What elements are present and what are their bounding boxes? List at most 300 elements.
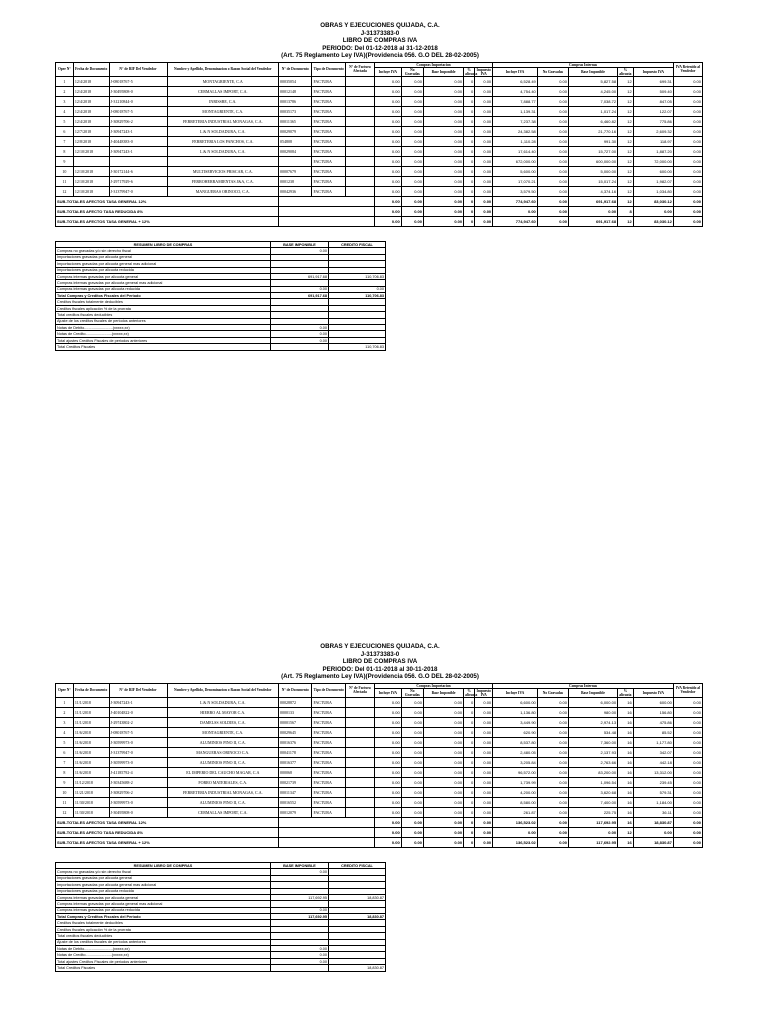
subtotal-cell: 0.00 bbox=[374, 206, 401, 216]
col-group-import: Compras Importacion bbox=[374, 62, 492, 67]
table-cell: ALUMINIOS PINO II, C.A. bbox=[167, 757, 279, 767]
table-cell: 4,200.00 bbox=[493, 787, 538, 797]
report-header bbox=[55, 22, 705, 60]
table-cell: 11/30/2018 bbox=[73, 807, 109, 817]
table-cell: FACTURA bbox=[312, 787, 345, 797]
summary-cell: Compras internas gravadas por alicuota general mas adicional bbox=[56, 280, 271, 286]
table-cell: 8,580.00 bbox=[493, 797, 538, 807]
subtotal-cell: 0.00 bbox=[673, 206, 702, 216]
subtotal-cell: 12 bbox=[618, 196, 634, 206]
table-cell bbox=[345, 106, 374, 116]
table-cell: 0.00 bbox=[374, 136, 401, 146]
table-cell: 7,237.38 bbox=[493, 116, 538, 126]
subtotal-cell: 0 bbox=[464, 216, 475, 226]
table-cell: 5,600.00 bbox=[493, 166, 538, 176]
summary-cell: 0.00 bbox=[271, 952, 329, 958]
summary-cell: 18,830.87 bbox=[329, 914, 386, 920]
table-cell: 16 bbox=[618, 767, 634, 777]
subtotal-cell: 0.00 bbox=[537, 827, 568, 837]
subtotal-label: SUB-TOTALES AFECTOS TASA GENERAL 12% bbox=[56, 817, 279, 827]
table-cell: 0.00 bbox=[401, 697, 423, 707]
table-cell bbox=[345, 747, 374, 757]
table-cell: 0 bbox=[464, 156, 475, 166]
subtotal-cell: 16 bbox=[618, 817, 634, 827]
header-legal: (Art. 75 Reglamento Ley IVA)(Providencia 056. G.O DEL 28-02-2005) bbox=[281, 673, 479, 681]
table-cell: 0.00 bbox=[401, 707, 423, 717]
table-cell: 16 bbox=[618, 797, 634, 807]
col-header-inc_iva: Incluye IVA bbox=[374, 688, 401, 697]
subtotal-cell: 0 bbox=[464, 206, 475, 216]
table-cell: MONTAGRIENTE, C.A. bbox=[167, 106, 279, 116]
table-cell: 0.00 bbox=[401, 176, 423, 186]
col-header-pct: % alicuota bbox=[619, 67, 632, 76]
table-cell: 11/6/2018 bbox=[73, 737, 109, 747]
table-cell: 16 bbox=[618, 777, 634, 787]
table-cell: 12 bbox=[618, 86, 634, 96]
purchases-table bbox=[55, 683, 703, 848]
table-cell: 0 bbox=[464, 136, 475, 146]
table-cell: 6,000.00 bbox=[569, 697, 618, 707]
subtotal-cell: 0.00 bbox=[673, 827, 702, 837]
table-cell: 0.00 bbox=[537, 797, 568, 807]
summary-row bbox=[56, 344, 386, 350]
table-cell: 24,382.58 bbox=[493, 126, 538, 136]
table-cell: 0.00 bbox=[673, 697, 702, 707]
subtotal-cell: 0.00 bbox=[537, 837, 568, 847]
table-cell: 0 bbox=[464, 86, 475, 96]
table-cell: 4 bbox=[56, 106, 74, 116]
table-cell: 12/10/2018 bbox=[73, 176, 109, 186]
summary-cell: Compras internas gravadas por alicuota reducida bbox=[56, 907, 271, 913]
header-company: OBRAS Y EJECUCIONES QUIJADA, C.A. bbox=[320, 22, 440, 29]
table-cell: FACTURA bbox=[312, 76, 345, 86]
summary-cell: Creditos fiscales totalmente deducibles bbox=[56, 920, 271, 926]
table-cell: 15,017.24 bbox=[569, 176, 618, 186]
summary-cell: 18,830.87 bbox=[329, 894, 386, 900]
table-cell bbox=[345, 697, 374, 707]
summary-title: RESUMEN LIBRO DE COMPRAS bbox=[56, 862, 271, 868]
col-header-alic: % alicuota bbox=[465, 688, 478, 697]
table-cell: FACTURA bbox=[312, 96, 345, 106]
table-cell bbox=[109, 156, 167, 166]
header-period: PERIODO: Del 01-12-2018 al 31-12-2018 bbox=[322, 44, 438, 52]
table-cell: 7 bbox=[56, 757, 74, 767]
table-cell bbox=[345, 136, 374, 146]
table-cell: FACTURA bbox=[312, 166, 345, 176]
table-cell: FACTURA bbox=[312, 747, 345, 757]
subtotal-cell: 0.00 bbox=[569, 206, 618, 216]
table-cell: 0.00 bbox=[537, 166, 568, 176]
table-cell: 3,579.50 bbox=[493, 186, 538, 196]
table-cell: 12 bbox=[618, 156, 634, 166]
table-cell: 0.00 bbox=[475, 787, 493, 797]
table-cell: 3,620.68 bbox=[569, 787, 618, 797]
table-cell: J-30599973-0 bbox=[109, 737, 167, 747]
summary-cell: Importaciones gravadas por alicuota reducida bbox=[56, 267, 271, 273]
table-cell: MULTISERVICIOS PRISCAR, C.A. bbox=[167, 166, 279, 176]
table-cell bbox=[345, 96, 374, 106]
col-group-internal: Compras Internas bbox=[493, 62, 674, 67]
summary-cell: Importaciones gravadas por alicuota reducida bbox=[56, 888, 271, 894]
table-cell: 12 bbox=[618, 116, 634, 126]
col-header-pct: % alicuota bbox=[619, 688, 632, 697]
summary-credit-header: CREDITO FISCAL bbox=[329, 241, 386, 247]
table-cell: J-31379947-0 bbox=[109, 747, 167, 757]
table-cell: 16 bbox=[618, 737, 634, 747]
subtotal-cell: 0.00 bbox=[475, 206, 493, 216]
summary-cell: 117,692.95 bbox=[271, 894, 329, 900]
subtotal-cell: 117,692.95 bbox=[569, 837, 618, 847]
table-cell: J-08018767-5 bbox=[109, 727, 167, 737]
table-cell: 2,763.66 bbox=[569, 757, 618, 767]
subtotal-cell: 0.00 bbox=[493, 206, 538, 216]
table-cell bbox=[279, 156, 312, 166]
subtotal-cell: 0.00 bbox=[423, 817, 463, 827]
table-cell: 0.00 bbox=[401, 747, 423, 757]
table-cell: 0.00 bbox=[401, 106, 423, 116]
table-cell: 12 bbox=[618, 176, 634, 186]
table-cell: 0.00 bbox=[423, 146, 463, 156]
table-cell: 0.00 bbox=[673, 136, 702, 146]
table-cell: 1,887.20 bbox=[633, 146, 673, 156]
col-header-base: Base Imponible bbox=[423, 67, 463, 76]
table-cell: 442.18 bbox=[633, 757, 673, 767]
table-cell: 0.00 bbox=[475, 727, 493, 737]
summary-cell: Ajuste de los creditos fiscales de periodos anteriores bbox=[56, 318, 271, 324]
table-cell: 0.00 bbox=[673, 126, 702, 136]
table-cell: 0.00 bbox=[423, 757, 463, 767]
table-cell: 0.00 bbox=[374, 807, 401, 817]
subtotal-cell: 117,692.95 bbox=[569, 817, 618, 827]
table-cell: 12 bbox=[618, 126, 634, 136]
table-cell: 0.00 bbox=[374, 797, 401, 807]
subtotal-cell: 691,917.68 bbox=[569, 196, 618, 206]
header-book: LIBRO DE COMPRAS IVA bbox=[342, 658, 418, 666]
table-cell: 17,614.40 bbox=[493, 146, 538, 156]
table-cell: 0.00 bbox=[475, 747, 493, 757]
header-rif: J-31373383-0 bbox=[360, 650, 400, 658]
table-cell: MONTAGRIENTE, C.A bbox=[167, 76, 279, 86]
table-row bbox=[56, 737, 703, 747]
table-cell: 0.00 bbox=[475, 757, 493, 767]
table-row bbox=[56, 797, 703, 807]
table-cell: 0.00 bbox=[475, 166, 493, 176]
table-cell: J-40104822-0 bbox=[109, 707, 167, 717]
summary-cell: Compras no gravadas y/o sin derecho fiscal bbox=[56, 869, 271, 875]
table-cell: 0.00 bbox=[374, 737, 401, 747]
table-cell: 0.00 bbox=[374, 76, 401, 86]
summary-cell: Creditos fiscales aplicación % de la prorrata bbox=[56, 926, 271, 932]
table-cell: 5,000.00 bbox=[569, 166, 618, 176]
table-cell: 16 bbox=[618, 717, 634, 727]
table-cell: 0.00 bbox=[537, 737, 568, 747]
table-cell bbox=[345, 757, 374, 767]
summary-cell: Compras internas gravadas por alicuota reducida bbox=[56, 286, 271, 292]
table-cell: 12/8/2018 bbox=[73, 136, 109, 146]
table-cell bbox=[345, 166, 374, 176]
table-cell: FACTURA bbox=[312, 757, 345, 767]
summary-cell: Compras internas gravadas por alicuota general bbox=[56, 894, 271, 900]
table-cell: 0 bbox=[464, 727, 475, 737]
table-cell: 0.00 bbox=[475, 96, 493, 106]
table-cell: 0.00 bbox=[401, 727, 423, 737]
subtotal-cell: 0.00 bbox=[475, 827, 493, 837]
table-cell: 12/7/2018 bbox=[73, 126, 109, 136]
subtotal-label: SUB-TOTALES AFECTO TASA REDUCIDA 8% bbox=[56, 827, 279, 837]
summary-cell: Importaciones gravadas por alicuota general bbox=[56, 875, 271, 881]
table-cell: 534.48 bbox=[569, 727, 618, 737]
summary-title: RESUMEN LIBRO DE COMPRAS bbox=[56, 241, 271, 247]
table-cell: 0000133 bbox=[279, 707, 312, 717]
summary-cell: 110,706.83 bbox=[329, 293, 386, 299]
summary-cell: 0.00 bbox=[271, 325, 329, 331]
table-cell: 7,400.00 bbox=[569, 797, 618, 807]
table-row bbox=[56, 787, 703, 797]
table-cell: 225.75 bbox=[569, 807, 618, 817]
table-cell: 9 bbox=[56, 156, 74, 166]
table-cell: 8,537.80 bbox=[493, 737, 538, 747]
summary-cell: 117,692.95 bbox=[271, 914, 329, 920]
subtotal-cell: 0.00 bbox=[374, 216, 401, 226]
table-cell: 6 bbox=[56, 126, 74, 136]
col-header-inc_iva: Incluye IVA bbox=[493, 688, 538, 697]
table-cell: 0.00 bbox=[673, 777, 702, 787]
table-cell: 0.00 bbox=[401, 757, 423, 767]
summary-cell: Compras no gravadas y/o sin derecho fiscal bbox=[56, 248, 271, 254]
col-header-rif: N° de RIF Del Vendedor bbox=[109, 683, 167, 697]
table-cell: 0.00 bbox=[401, 116, 423, 126]
table-cell: 1,177.80 bbox=[633, 737, 673, 747]
col-header-tipo: Tipo de Documento bbox=[312, 683, 345, 697]
subtotal-cell: 0.00 bbox=[673, 216, 702, 226]
table-cell: 7,888.77 bbox=[493, 96, 538, 106]
table-cell: 11 bbox=[56, 176, 74, 186]
subtotal-spacer bbox=[279, 216, 375, 226]
table-cell: 16 bbox=[618, 707, 634, 717]
table-cell bbox=[345, 717, 374, 727]
table-cell: 0.00 bbox=[673, 96, 702, 106]
subtotal-cell: 0.00 bbox=[537, 216, 568, 226]
summary-cell: Notas de Credito.........................(xxxxx,xx) bbox=[56, 331, 271, 337]
table-cell: 0.00 bbox=[475, 767, 493, 777]
table-cell: 0.00 bbox=[537, 136, 568, 146]
subtotal-cell: 0.00 bbox=[673, 837, 702, 847]
table-cell: 17,070.21 bbox=[493, 176, 538, 186]
table-row bbox=[56, 106, 703, 116]
table-row bbox=[56, 697, 703, 707]
col-group-internal: Compras Internas bbox=[493, 683, 674, 688]
col-header-op: Oper N° bbox=[56, 62, 74, 76]
table-cell: 0.00 bbox=[673, 727, 702, 737]
table-cell: 672,000.00 bbox=[493, 156, 538, 166]
table-cell: 0.00 bbox=[537, 176, 568, 186]
table-cell: J-31379947-0 bbox=[109, 186, 167, 196]
table-cell: 0.00 bbox=[537, 156, 568, 166]
table-cell: 0.00 bbox=[475, 697, 493, 707]
subtotal-cell: 0 bbox=[464, 196, 475, 206]
subtotal-cell: 0.00 bbox=[423, 827, 463, 837]
subtotal-cell: 0.00 bbox=[374, 817, 401, 827]
table-cell: 0.00 bbox=[475, 737, 493, 747]
subtotal-label: SUB-TOTALES AFECTO TASA REDUCIDA 8% bbox=[56, 206, 279, 216]
table-cell: 0.00 bbox=[423, 777, 463, 787]
table-cell: 0.00 bbox=[423, 186, 463, 196]
table-cell: 11/6/2018 bbox=[73, 767, 109, 777]
table-cell: 10 bbox=[56, 166, 74, 176]
summary-credit-header: CREDITO FISCAL bbox=[329, 862, 386, 868]
summary-cell: Total Compras y Creditos Fiscales del Periodo bbox=[56, 293, 271, 299]
table-cell: 3,205.84 bbox=[493, 757, 538, 767]
table-cell: FACTURA bbox=[312, 717, 345, 727]
table-cell: 0.00 bbox=[401, 787, 423, 797]
subtotal-row bbox=[56, 216, 703, 226]
table-cell: FERROHERRAMIENTAS J&A, C.A. bbox=[167, 176, 279, 186]
table-cell: 12 bbox=[618, 146, 634, 156]
table-cell: FACTURA bbox=[312, 176, 345, 186]
table-cell: 0.00 bbox=[401, 156, 423, 166]
table-cell: 1 bbox=[56, 697, 74, 707]
table-cell: 4 bbox=[56, 727, 74, 737]
table-cell: 0.00 bbox=[423, 106, 463, 116]
table-cell bbox=[345, 176, 374, 186]
subtotal-label: SUB-TOTALES AFECTOS TASA GENERAL + 12% bbox=[56, 216, 279, 226]
table-cell: 12/4/2018 bbox=[73, 116, 109, 126]
table-cell: 0.00 bbox=[537, 777, 568, 787]
table-row bbox=[56, 186, 703, 196]
table-cell: 0.00 bbox=[673, 747, 702, 757]
table-cell: 0.00 bbox=[374, 106, 401, 116]
table-cell: FACTURA bbox=[312, 797, 345, 807]
table-cell: 0.00 bbox=[401, 146, 423, 156]
table-cell: 0.00 bbox=[673, 146, 702, 156]
table-cell: 0 bbox=[464, 797, 475, 807]
table-cell: FACTURA bbox=[312, 737, 345, 747]
table-cell: J-29743802-2 bbox=[109, 717, 167, 727]
table-cell: MONTAGRIENTE, C.A. bbox=[167, 727, 279, 737]
table-cell: INRISSRE, C.A. bbox=[167, 96, 279, 106]
table-cell: 15,727.00 bbox=[569, 146, 618, 156]
table-cell: 0.00 bbox=[423, 86, 463, 96]
table-cell: L & N SOLDADURA, C.A. bbox=[167, 697, 279, 707]
table-cell: FACTURA bbox=[312, 777, 345, 787]
table-cell bbox=[345, 777, 374, 787]
table-cell: 16 bbox=[618, 747, 634, 757]
table-cell bbox=[345, 707, 374, 717]
table-row bbox=[56, 126, 703, 136]
subtotal-row bbox=[56, 206, 703, 216]
table-row bbox=[56, 757, 703, 767]
col-header-base: Base Imponible bbox=[569, 67, 618, 76]
table-cell: 0 bbox=[464, 146, 475, 156]
table-cell: 0.00 bbox=[401, 797, 423, 807]
table-cell: 0.00 bbox=[374, 727, 401, 737]
table-cell: 00042936 bbox=[279, 186, 312, 196]
table-cell: 0.00 bbox=[401, 767, 423, 777]
subtotal-cell: 0.00 bbox=[423, 206, 463, 216]
col-header-no_grav: No Gravadas bbox=[537, 67, 568, 76]
table-cell: 0.00 bbox=[537, 106, 568, 116]
summary-cell: Total creditos fiscales deducibles bbox=[56, 933, 271, 939]
table-cell: 36.11 bbox=[633, 807, 673, 817]
table-cell: 0 bbox=[464, 757, 475, 767]
subtotal-cell: 0.00 bbox=[423, 196, 463, 206]
table-cell: 0.00 bbox=[673, 106, 702, 116]
table-cell: 0 bbox=[464, 807, 475, 817]
subtotal-cell: 0.00 bbox=[401, 206, 423, 216]
table-cell: 0.00 bbox=[537, 717, 568, 727]
table-cell: 00016376 bbox=[279, 737, 312, 747]
table-cell: 12/10/2018 bbox=[73, 146, 109, 156]
table-cell: MANGUERAS ORINOCO, C.A. bbox=[167, 186, 279, 196]
table-cell: 000068 bbox=[279, 767, 312, 777]
table-cell: 0.00 bbox=[673, 166, 702, 176]
table-cell: 0.00 bbox=[374, 747, 401, 757]
table-cell: 0.00 bbox=[673, 737, 702, 747]
table-cell: 0.00 bbox=[423, 136, 463, 146]
table-cell: 0.00 bbox=[401, 807, 423, 817]
table-cell: FERRETERIA LOS PANCHOS, C.A. bbox=[167, 136, 279, 146]
table-cell: 699.31 bbox=[633, 76, 673, 86]
table-cell bbox=[345, 807, 374, 817]
subtotal-label: SUB-TOTALES AFECTOS TASA GENERAL + 12% bbox=[56, 837, 279, 847]
subtotal-cell: 18,830.87 bbox=[633, 837, 673, 847]
table-cell: 0.00 bbox=[401, 186, 423, 196]
col-header-nombre: Nombre y Apellido, Denominacion o Razon Social del Vendedor bbox=[167, 683, 279, 697]
table-cell: 5,827.58 bbox=[569, 76, 618, 86]
table-cell: 11/6/2018 bbox=[73, 747, 109, 757]
col-header-doc: N° de Documento bbox=[279, 62, 312, 76]
table-cell: 12 bbox=[618, 76, 634, 86]
summary-table bbox=[55, 241, 386, 351]
table-cell: 12 bbox=[618, 186, 634, 196]
table-cell: 0.00 bbox=[401, 777, 423, 787]
table-cell: 0.00 bbox=[475, 717, 493, 727]
table-cell: 156.80 bbox=[633, 707, 673, 717]
subtotal-cell: 0 bbox=[464, 827, 475, 837]
table-cell: 0 bbox=[464, 96, 475, 106]
table-cell: 0.00 bbox=[401, 96, 423, 106]
table-cell: 0.00 bbox=[537, 126, 568, 136]
subtotal-cell: 0.00 bbox=[633, 827, 673, 837]
table-cell: 0.00 bbox=[374, 126, 401, 136]
table-cell: 12/10/2018 bbox=[73, 166, 109, 176]
col-header-impuesto: Impuesto IVA bbox=[633, 67, 673, 76]
table-row bbox=[56, 136, 703, 146]
summary-cell: 0.00 bbox=[271, 958, 329, 964]
summary-base-header: BASE IMPONIBLE bbox=[271, 862, 329, 868]
table-cell: 9 bbox=[56, 777, 74, 787]
table-cell bbox=[73, 156, 109, 166]
table-cell bbox=[167, 156, 279, 166]
table-cell: 0.00 bbox=[537, 767, 568, 777]
table-cell: 0.00 bbox=[475, 186, 493, 196]
table-cell: 0.00 bbox=[374, 176, 401, 186]
table-cell: 7,038.72 bbox=[569, 96, 618, 106]
summary-cell: 0.00 bbox=[271, 869, 329, 875]
table-cell: 0.00 bbox=[673, 76, 702, 86]
table-cell: J-30495808-0 bbox=[109, 86, 167, 96]
table-cell: 11/30/2018 bbox=[73, 797, 109, 807]
table-cell: 72,000.00 bbox=[633, 156, 673, 166]
table-cell: 1,136.80 bbox=[493, 707, 538, 717]
summary-cell: Total Creditos Fiscales bbox=[56, 965, 271, 971]
summary-cell: 110,706.83 bbox=[329, 273, 386, 279]
table-cell: 0.00 bbox=[423, 176, 463, 186]
table-cell: 600.00 bbox=[633, 166, 673, 176]
report-header bbox=[55, 643, 705, 681]
col-header-tipo: Tipo de Documento bbox=[312, 62, 345, 76]
col-header-fecha: Fecha de Documento bbox=[73, 62, 109, 76]
